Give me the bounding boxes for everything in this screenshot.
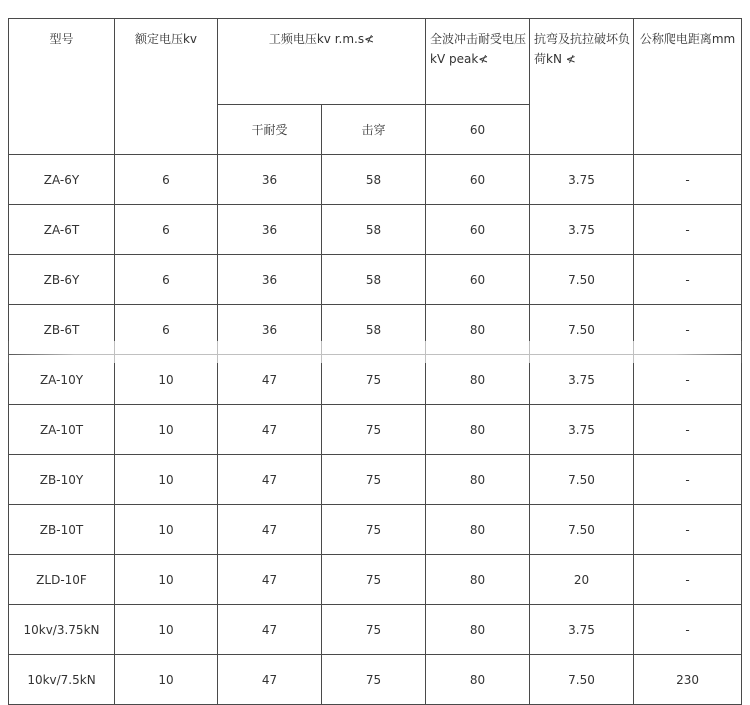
header-creepage-distance: 公称爬电距离mm	[634, 19, 742, 155]
cell-impulse: 80	[426, 605, 530, 655]
table-row	[9, 505, 742, 555]
cell-rated-voltage: 6	[115, 205, 218, 255]
cell-dry-withstand: 47	[218, 505, 322, 555]
cell-dry-withstand: 47	[218, 355, 322, 405]
cell-impulse: 80	[426, 355, 530, 405]
cell-rated-voltage: 6	[115, 305, 218, 355]
cell-dry-withstand: 36	[218, 255, 322, 305]
header-model: 型号	[9, 19, 115, 155]
cell-model: ZA-6T	[9, 205, 115, 255]
cell-model: ZA-10T	[9, 405, 115, 455]
cell-breakdown: 58	[322, 155, 426, 205]
header-rated-voltage: 额定电压kv	[115, 19, 218, 155]
cell-creepage: -	[634, 455, 742, 505]
cell-dry-withstand: 47	[218, 655, 322, 705]
cell-creepage: -	[634, 555, 742, 605]
cell-bending-load: 7.50	[530, 455, 634, 505]
table-row	[9, 255, 742, 305]
cell-impulse: 80	[426, 305, 530, 355]
cell-breakdown: 75	[322, 605, 426, 655]
table-row	[9, 155, 742, 205]
cell-impulse: 80	[426, 405, 530, 455]
cell-impulse: 60	[426, 155, 530, 205]
cell-bending-load: 7.50	[530, 655, 634, 705]
table-row	[9, 555, 742, 605]
cell-creepage: -	[634, 355, 742, 405]
cell-breakdown: 58	[322, 205, 426, 255]
cell-model: ZB-10Y	[9, 455, 115, 505]
cell-model: ZA-6Y	[9, 155, 115, 205]
cell-creepage: -	[634, 205, 742, 255]
cell-model: 10kv/7.5kN	[9, 655, 115, 705]
header-dry-withstand: 干耐受	[218, 105, 322, 155]
cell-bending-load: 20	[530, 555, 634, 605]
cell-model: ZB-6Y	[9, 255, 115, 305]
cell-model: ZLD-10F	[9, 555, 115, 605]
cell-breakdown: 75	[322, 355, 426, 405]
cell-dry-withstand: 47	[218, 455, 322, 505]
cell-breakdown: 75	[322, 555, 426, 605]
cell-bending-load: 7.50	[530, 305, 634, 355]
cell-impulse: 80	[426, 555, 530, 605]
cell-impulse: 60	[426, 205, 530, 255]
table-row	[9, 605, 742, 655]
table-row	[9, 205, 742, 255]
cell-rated-voltage: 10	[115, 405, 218, 455]
table-row	[9, 405, 742, 455]
cell-bending-load: 3.75	[530, 155, 634, 205]
cell-creepage: 230	[634, 655, 742, 705]
cell-rated-voltage: 10	[115, 355, 218, 405]
cell-rated-voltage: 10	[115, 655, 218, 705]
cell-dry-withstand: 36	[218, 305, 322, 355]
cell-breakdown: 75	[322, 505, 426, 555]
cell-impulse: 60	[426, 255, 530, 305]
cell-breakdown: 75	[322, 405, 426, 455]
cell-rated-voltage: 10	[115, 605, 218, 655]
header-impulse-withstand: 全波冲击耐受电压kV peak≮	[426, 19, 530, 105]
header-impulse-value: 60	[426, 105, 530, 155]
cell-rated-voltage: 10	[115, 505, 218, 555]
cell-model: ZB-10T	[9, 505, 115, 555]
cell-bending-load: 3.75	[530, 405, 634, 455]
cell-rated-voltage: 10	[115, 555, 218, 605]
header-row-1	[9, 19, 742, 105]
table-row	[9, 655, 742, 705]
cell-breakdown: 58	[322, 255, 426, 305]
cell-rated-voltage: 6	[115, 255, 218, 305]
cell-model: ZA-10Y	[9, 355, 115, 405]
cell-bending-load: 3.75	[530, 355, 634, 405]
cell-dry-withstand: 36	[218, 155, 322, 205]
cell-creepage: -	[634, 405, 742, 455]
cell-breakdown: 58	[322, 305, 426, 355]
header-breakdown: 击穿	[322, 105, 426, 155]
cell-impulse: 80	[426, 455, 530, 505]
cell-breakdown: 75	[322, 455, 426, 505]
cell-bending-load: 7.50	[530, 505, 634, 555]
cell-model: ZB-6T	[9, 305, 115, 355]
cell-model: 10kv/3.75kN	[9, 605, 115, 655]
cell-creepage: -	[634, 155, 742, 205]
cell-rated-voltage: 6	[115, 155, 218, 205]
cell-rated-voltage: 10	[115, 455, 218, 505]
cell-impulse: 80	[426, 505, 530, 555]
header-power-frequency-voltage: 工频电压kv r.m.s≮	[218, 19, 426, 105]
cell-dry-withstand: 36	[218, 205, 322, 255]
cell-creepage: -	[634, 505, 742, 555]
cell-bending-load: 7.50	[530, 255, 634, 305]
cell-dry-withstand: 47	[218, 555, 322, 605]
table-row	[9, 305, 742, 355]
cell-dry-withstand: 47	[218, 605, 322, 655]
header-bending-tensile-load: 抗弯及抗拉破坏负荷kN ≮	[530, 19, 634, 155]
cell-bending-load: 3.75	[530, 205, 634, 255]
cell-creepage: -	[634, 305, 742, 355]
table-row	[9, 455, 742, 505]
cell-dry-withstand: 47	[218, 405, 322, 455]
cell-bending-load: 3.75	[530, 605, 634, 655]
spec-table	[8, 18, 742, 705]
cell-breakdown: 75	[322, 655, 426, 705]
cell-impulse: 80	[426, 655, 530, 705]
cell-creepage: -	[634, 255, 742, 305]
cell-creepage: -	[634, 605, 742, 655]
table-row	[9, 355, 742, 405]
